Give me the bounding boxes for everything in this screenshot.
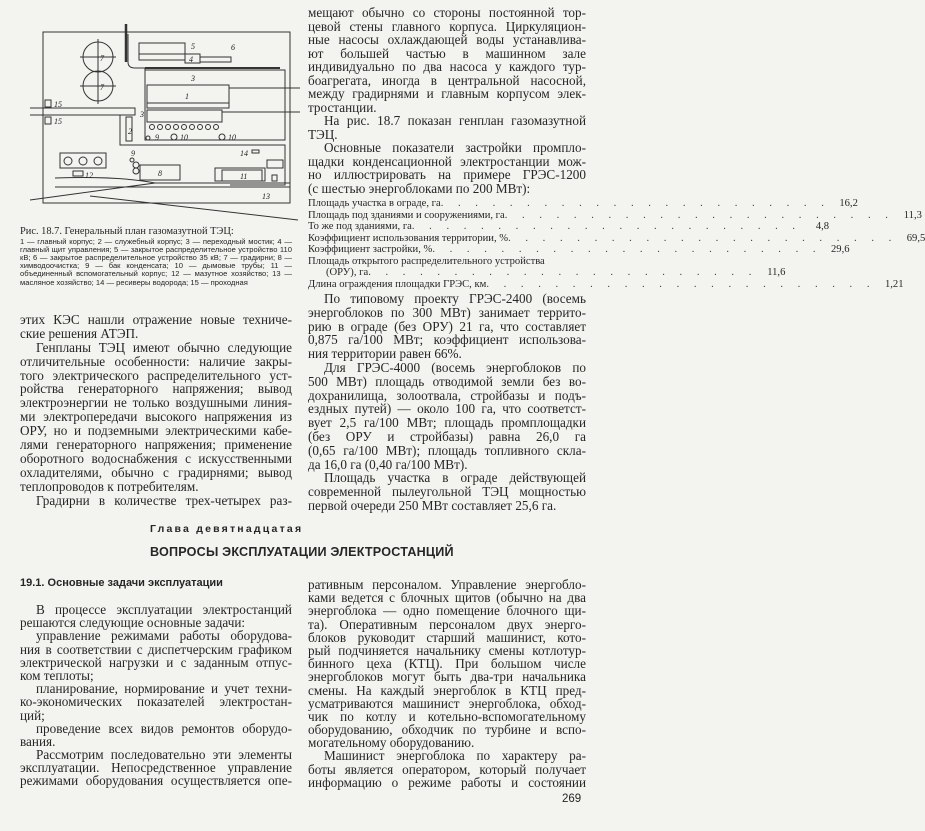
- text-line: Градирни в количестве трех-четырех раз-: [36, 492, 292, 508]
- text-line: ют большей частью в машинном зале: [308, 45, 586, 61]
- text-line: (без ОРУ и стройбазы) равна 26,0 га: [308, 428, 586, 444]
- fig-label-7b: 7: [100, 83, 104, 92]
- fig-label-6: 6: [231, 43, 235, 52]
- text-line: лями генераторного напряжения; применение: [20, 437, 292, 453]
- text-line: информацию о режиме работы и состоянии: [308, 774, 586, 790]
- text-line: усматриваются машинист энергоблока, обход-: [308, 695, 586, 711]
- leader-dots: . . . . . . . . . . . . . . . . . . . . . . .: [432, 244, 822, 255]
- text-line: того электрического распределительного уст-: [20, 367, 292, 383]
- fig-label-10: 10: [180, 133, 188, 142]
- text-line: (с шестью энергоблоками по 200 МВт):: [308, 180, 531, 196]
- text-line: вания.: [20, 733, 56, 749]
- text-line: ОРУ, но и подземными электрическими кабе-: [20, 423, 292, 439]
- indicator-value: 16,2: [839, 198, 858, 209]
- text-line: тростанции.: [308, 99, 377, 115]
- text-line: 0,875 га/100 МВт; коэффициент использова-: [308, 332, 586, 348]
- text-line: оборудованию, обходчик по турбине и вспо-: [308, 722, 586, 738]
- figure-caption: [20, 226, 292, 287]
- page-number: 269: [562, 793, 582, 805]
- left-column-bottom-text: [20, 603, 292, 788]
- leader-dots: . . . . . . . . . . . . . . . . . . . . . . .: [411, 221, 802, 232]
- fig-label-1: 1: [185, 92, 189, 101]
- indicator-label: (ОРУ), га: [326, 267, 369, 278]
- text-line: решаются следующие основные задачи:: [20, 615, 246, 631]
- text-line: дохранилища, золоотвала, стройбазы и подъ-: [308, 387, 586, 403]
- text-line: ком теплоты;: [20, 667, 94, 683]
- indicators-table: [308, 198, 925, 290]
- text-line: ния в соответствии с диспетчерским графиком: [20, 641, 292, 657]
- leader-dots: . . . . . . . . . . . . . . . . . . . . . . .: [504, 209, 894, 221]
- right-column-top-text: [308, 6, 586, 195]
- table-row: [308, 221, 830, 233]
- text-line: ские решения АТЭП.: [20, 325, 139, 341]
- text-line: ций;: [20, 707, 45, 723]
- text-line: цевой стены главного корпуса. Циркуляцион-: [308, 18, 586, 34]
- text-line: электроэнергии не только воздушными линия-: [20, 395, 292, 411]
- text-line: Рассмотрим последовательно эти элементы: [36, 747, 292, 763]
- table-row: [308, 267, 786, 279]
- table-row: [308, 198, 858, 210]
- indicator-label: Площадь под зданиями и сооружениями, га: [308, 209, 505, 221]
- text-line: теплопроводов к потребителям.: [20, 478, 199, 494]
- fig-label-12: 12: [85, 171, 93, 180]
- text-line: между градирнями и главным корпусом элек-: [308, 86, 586, 101]
- text-line: отличительные особенности: наличие закры-: [20, 353, 292, 369]
- indicator-value: 1,21: [884, 278, 904, 290]
- fig-label-3: 3: [191, 74, 195, 83]
- indicator-label: Длина ограждения площадки ГРЭС, км: [308, 278, 487, 290]
- table-row: [308, 256, 586, 268]
- text-line: рый подчиняется начальнику смены котлотур-: [308, 642, 586, 658]
- text-line: смены. На каждый энергоблок в КТЦ пред-: [308, 682, 586, 698]
- fig-label-11: 11: [240, 172, 248, 181]
- text-line: (0,65 га/100 МВт); площадь топливного скла-: [308, 442, 586, 458]
- table-row: [308, 244, 850, 256]
- text-line: На рис. 18.7 показан генплан газомазутной: [324, 113, 586, 128]
- text-line: ездных путей) — около 100 га, что соответст-: [308, 401, 586, 417]
- text-line: Площадь участка в ограде действующей: [324, 470, 586, 486]
- leader-dots: . . . . . . . . . . . . . . . . . . . . . . .: [486, 278, 876, 290]
- fig-label-8: 8: [158, 169, 162, 178]
- text-line: первой очереди 250 МВт составляет 25,6 га.: [308, 497, 557, 513]
- table-row: [308, 278, 904, 291]
- fig-label-13: 13: [262, 192, 270, 201]
- indicator-label: Площадь участка в ограде, га: [308, 198, 441, 209]
- leader-dots: . . . . . . . . . . . . . . . . . . . . . . .: [508, 232, 898, 244]
- text-line: ния территории равен 66%.: [308, 346, 462, 362]
- text-line: да 16,0 га (0,40 га/100 МВт).: [308, 456, 468, 472]
- section-heading: 19.1. Основные задачи эксплуатации: [20, 577, 223, 589]
- figure-caption-title: Рис. 18.7. Генеральный план газомазутной ТЭЦ:: [20, 226, 234, 237]
- indicator-value: 69,5: [906, 232, 925, 244]
- indicator-value: 11,3: [903, 209, 922, 221]
- text-line: вует 2,5 га/100 МВт; площадь промплощадки: [308, 415, 586, 431]
- indicator-value: 4,8: [815, 221, 830, 232]
- text-line: ративным персоналом. Управление энергобло-: [308, 577, 586, 592]
- text-line: ройства генераторного напряжения; вывод: [20, 381, 292, 397]
- text-line: ТЭЦ.: [308, 126, 338, 142]
- chapter-title: ВОПРОСЫ ЭКСПЛУАТАЦИИ ЭЛЕКТРОСТАНЦИЙ: [150, 545, 454, 559]
- text-line: Основные показатели застройки промпло-: [324, 140, 586, 155]
- text-line: боагрегата, иногда в центральной насосной,: [308, 72, 586, 88]
- fig-label-5: 5: [191, 42, 195, 51]
- text-line: могательному оборудованию.: [308, 735, 475, 751]
- text-line: управление режимами работы оборудова-: [36, 628, 292, 644]
- figure-caption-legend: 1 — главный корпус; 2 — служебный корпус; 3 — переходный мостик; 4 — главный щит управления; 5 — закрытое распределительное устройство 110 кВ; 6 — закрытое распределительное устройство 35 кВ; 7 — градирни; 8 — химводоочистка; 9 — бак конденсата; 10 — дымовые трубы; 11 — объединенный вспомогательный корпус; 12 — мазутное хозяйство; 13 — масляное хозяйство; 14 — ресиверы водорода; 15 — проходная: [20, 236, 292, 287]
- indicator-label: Площадь открытого распределительного устройства: [308, 255, 545, 267]
- text-line: планирование, нормирование и учет техни-: [36, 681, 292, 697]
- text-line: Для ГРЭС-4000 (восемь энергоблоков по: [324, 359, 586, 375]
- text-line: энергоблоков по 300 МВт) занимает террито-: [308, 304, 586, 320]
- fig-label-4: 4: [189, 55, 193, 64]
- fig-label-9: 9: [155, 133, 159, 142]
- text-line: но иллюстрировать на примере ГРЭС-1200: [308, 167, 586, 182]
- right-column-bottom-text: [308, 578, 586, 789]
- text-line: индивидуально по два насоса у каждого тур-: [308, 59, 586, 74]
- left-column-top-text: [20, 313, 292, 507]
- right-column-middle-text: [308, 292, 586, 513]
- fig-label-15b: 15: [54, 117, 62, 126]
- text-line: ками ведется с блочных щитов (обычно на два: [308, 590, 586, 606]
- indicator-value: 11,6: [767, 267, 786, 278]
- chapter-label: Глава девятнадцатая: [150, 523, 304, 535]
- text-line: энергоблоков могут быть два-три начальника: [308, 669, 586, 685]
- indicator-label: Коэффициент застройки, %: [308, 244, 433, 255]
- text-line: современной пылеугольной ТЭЦ мощностью: [308, 484, 586, 500]
- text-line: По типовому проекту ГРЭС-2400 (восемь: [324, 291, 586, 306]
- text-line: щадки конденсационной электростанции мож-: [308, 153, 586, 169]
- text-line: блоков руководит старший машинист, кото-: [308, 629, 586, 645]
- text-line: охладителями, обычно с градирнями; вывод: [20, 464, 292, 480]
- text-line: оборотного водоснабжения с искусственными: [20, 450, 292, 466]
- table-row: [308, 209, 922, 222]
- text-line: энергоблока — одно помещение блочного щи-: [308, 603, 586, 619]
- indicator-label: То же под зданиями, га: [308, 221, 412, 232]
- text-line: чик по котлу и котельно-вспомогательному: [308, 708, 586, 724]
- fig-label-2: 2: [128, 127, 132, 136]
- leader-dots: . . . . . . . . . . . . . . . . . . . . . . .: [368, 267, 758, 278]
- fig-label-14: 14: [240, 149, 248, 158]
- text-line: эксплуатации. Непосредственное управление: [20, 760, 292, 776]
- fig-label-10b: 10: [228, 133, 236, 142]
- text-line: 500 МВт) площадь отводимой земли без во-: [308, 373, 586, 389]
- text-line: ко-экономических показателей электростан-: [20, 694, 292, 710]
- text-line: Машинист энергоблока по характеру ра-: [324, 748, 586, 764]
- text-line: бинного цеха (КТЦ). При большом числе: [308, 656, 586, 672]
- indicator-value: 29,6: [830, 244, 850, 255]
- text-line: боты является оператором, который получает: [308, 761, 586, 777]
- text-line: В процессе эксплуатации электростанций: [36, 602, 292, 617]
- fig-label-3b: 3: [140, 110, 144, 119]
- fig-label-7: 7: [100, 54, 104, 63]
- fig-label-15: 15: [54, 100, 62, 109]
- text-line: проведение всех видов ремонтов оборудо-: [36, 720, 292, 736]
- text-line: рию в ограде (без ОРУ) 21 га, что составляет: [308, 318, 586, 334]
- text-line: режимами оборудования осуществляется опе-: [20, 773, 292, 789]
- text-line: та). Оперативным персоналом двух энерго-: [308, 616, 586, 632]
- text-line: ные насосы охлаждающей воды устанавлива-: [308, 32, 586, 47]
- text-line: Генпланы ТЭЦ имеют обычно следующие: [36, 339, 292, 355]
- text-line: электрической нагрузки и с заданным отпус-: [20, 654, 292, 670]
- indicator-label: Коэффициент использования территории, %: [308, 232, 509, 244]
- site-plan-figure: [0, 0, 300, 224]
- text-line: этих КЭС нашли отражение новые техниче-: [20, 312, 292, 327]
- leader-dots: . . . . . . . . . . . . . . . . . . . . . . .: [440, 198, 830, 209]
- text-line: ми электропередачи высокого напряжения из: [20, 409, 292, 425]
- text-line: мещают обычно со стороны постоянной тор-: [308, 5, 586, 20]
- fig-label-9b: 9: [131, 149, 135, 158]
- table-row: [308, 232, 925, 245]
